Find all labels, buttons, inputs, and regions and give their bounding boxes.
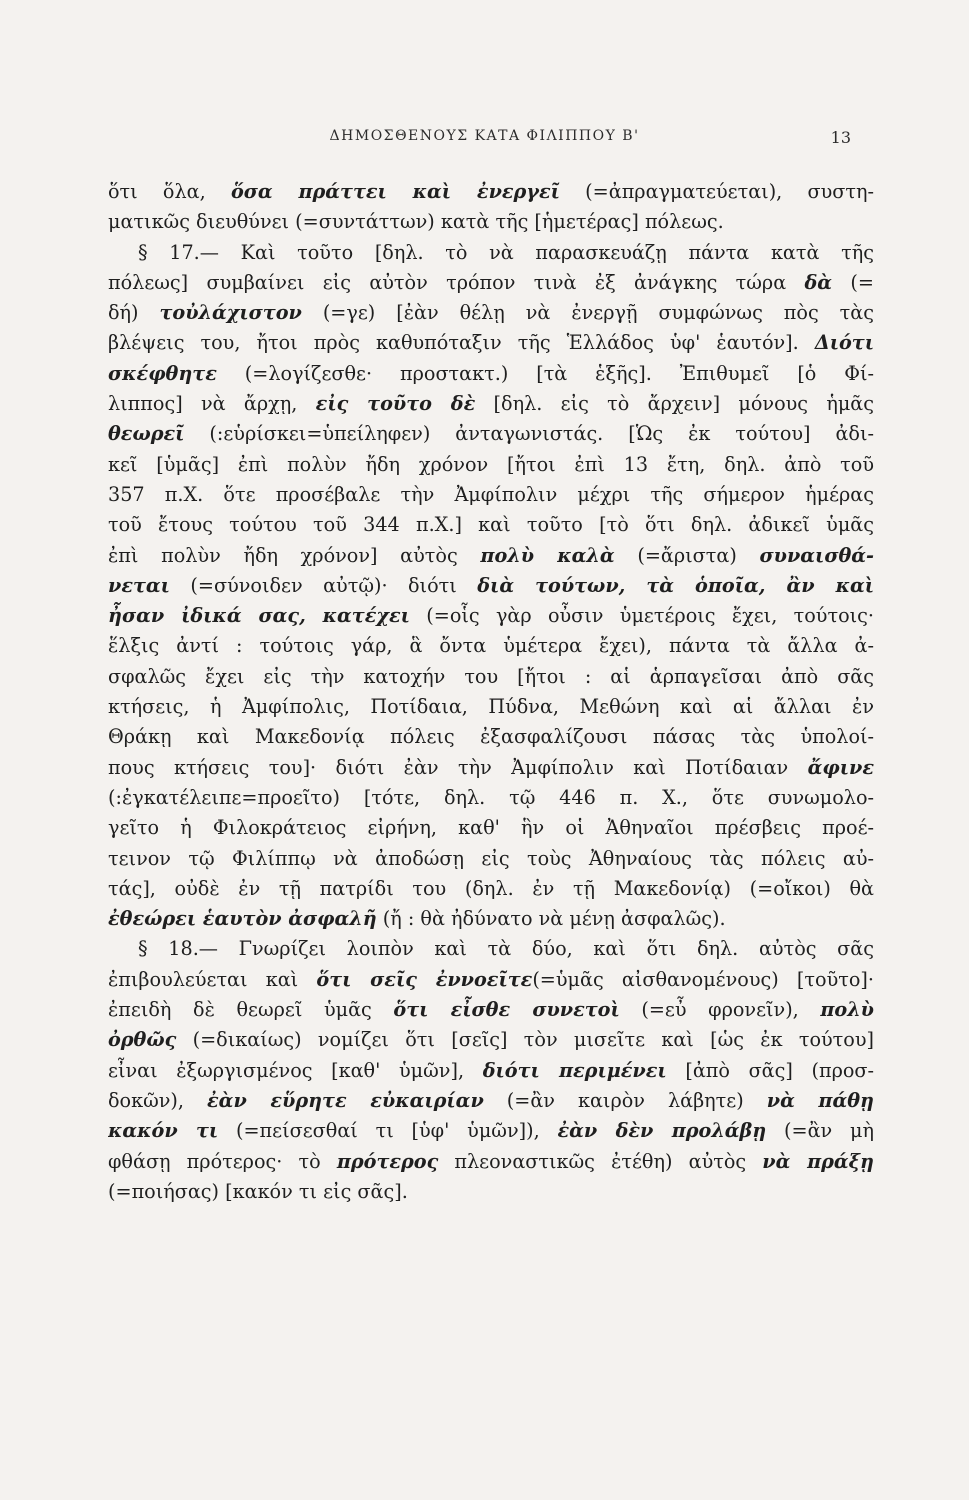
emphasized-phrase: νεται <box>108 573 170 597</box>
text-segment: (=ὑμᾶς αἰσθανομένους) [τοῦτο]· <box>532 967 874 991</box>
text-segment: (ἤ : θὰ ἠδύνατο νὰ μένῃ ἀσφαλῶς). <box>376 907 726 931</box>
text-segment: ματικῶς διευθύνει (=συντάττων) κατὰ τῆς [ἡμετέρας] πόλεως. <box>108 210 724 234</box>
text-segment: (=λογίζεσθε· προστακτ.) [τὰ ἑξῆς]. Ἐπιθυμεῖ [ὁ Φί- <box>216 361 874 385</box>
text-segment: (=γε) [ἐὰν θέλῃ νὰ ἐνεργῇ συμφώνως πὸς τὰς <box>301 301 874 325</box>
text-segment: ἕλξις ἀντί : τούτοις γάρ, ἃ ὄντα ὑμέτερα ἔχει), πάντα τὰ ἄλλα ἀ- <box>108 634 874 658</box>
emphasized-phrase: ὅτι σεῖς ἐννοεῖτε <box>316 967 533 991</box>
text-segment: δοκῶν), <box>108 1088 208 1112</box>
emphasized-phrase: πρότερος <box>336 1149 439 1173</box>
text-segment: δή) <box>108 301 160 325</box>
text-segment: (=ἄριστα) <box>614 543 760 567</box>
text-line <box>108 965 874 995</box>
text-line <box>108 1116 874 1146</box>
text-segment: εἶναι ἐξωργισμένος [καθ' ὑμῶν], <box>108 1058 483 1082</box>
text-segment: (= <box>832 270 874 294</box>
text-line <box>108 692 874 722</box>
text-segment: τοῦ ἔτους τούτου τοῦ 344 π.Χ.] καὶ τοῦτο [τὸ ὅτι δηλ. ἀδικεῖ ὑμᾶς <box>108 513 874 537</box>
text-segment: ἐπειδὴ δὲ θεωρεῖ ὑμᾶς <box>108 998 394 1022</box>
text-segment: 357 π.Χ. ὅτε προσέβαλε τὴν Ἀμφίπολιν μέχρι τῆς σήμερον ἡμέρας <box>108 482 874 506</box>
text-segment: (=ποιήσας) [κακόν τι εἰς σᾶς]. <box>108 1179 408 1203</box>
page-number: 13 <box>830 128 851 147</box>
running-header <box>0 128 969 152</box>
emphasized-phrase: διὰ τούτων, τὰ ὁποῖα, ἂν καὶ <box>477 573 874 597</box>
text-segment: πλεοναστικῶς ἐτέθη) αὐτὸς <box>438 1149 763 1173</box>
text-line <box>108 874 874 904</box>
emphasized-phrase: τοὐλάχιστον <box>159 301 302 325</box>
text-segment: § 18.— Γνωρίζει λοιπὸν καὶ τὰ δύο, καὶ ὅτι δηλ. αὐτὸς σᾶς <box>138 937 874 961</box>
text-line <box>108 753 874 783</box>
text-segment: (:ἐγκατέλειπε=προεῖτο) [τότε, δηλ. τῷ 446 π. Χ., ὅτε συνωμολο- <box>108 785 874 809</box>
text-segment: (=πείσεσθαί τι [ὑφ' ὑμῶν]), <box>218 1119 558 1143</box>
text-line <box>108 541 874 571</box>
text-line <box>108 1086 874 1116</box>
text-line <box>108 631 874 661</box>
text-line <box>108 480 874 510</box>
text-line <box>108 934 874 964</box>
text-segment: κτήσεις, ἡ Ἀμφίπολις, Ποτίδαια, Πύδνα, Μεθώνη καὶ αἱ ἄλλαι ἐν <box>108 695 874 719</box>
emphasized-phrase: ἐὰν δὲν προλάβῃ <box>557 1119 767 1143</box>
text-line <box>108 389 874 419</box>
text-segment: τεινον τῷ Φιλίππῳ νὰ ἀποδώσῃ εἰς τοὺς Ἀθηναίους τὰς πόλεις αὐ- <box>108 846 874 870</box>
emphasized-phrase: διότι περιμένει <box>482 1058 667 1082</box>
emphasized-phrase: ἦσαν ἰδικά σας, κατέχει <box>108 604 410 628</box>
text-line <box>108 722 874 752</box>
text-segment: (=εὖ φρονεῖν), <box>619 998 821 1022</box>
text-segment: ἐπὶ πολὺν ἤδη χρόνον] αὐτὸς <box>108 543 481 567</box>
text-line <box>108 1025 874 1055</box>
text-segment: φθάσῃ πρότερος· τὸ <box>108 1149 337 1173</box>
text-line <box>108 1056 874 1086</box>
emphasized-phrase: νὰ πάθῃ <box>766 1088 874 1112</box>
text-segment: § 17.— Καὶ τοῦτο [δηλ. τὸ νὰ παρασκευάζῃ πάντα κατὰ τῆς <box>138 240 874 264</box>
text-line <box>108 783 874 813</box>
text-line <box>108 328 874 358</box>
emphasized-phrase: ὅτι εἶσθε συνετοὶ <box>393 998 620 1022</box>
emphasized-phrase: πολὺ <box>820 998 874 1022</box>
emphasized-phrase: εἰς τοῦτο δὲ <box>315 392 476 416</box>
text-segment: τάς], οὐδὲ ἐν τῇ πατρίδι του (δηλ. ἐν τῇ Μακεδονίᾳ) (=οἴκοι) θὰ <box>108 876 874 900</box>
emphasized-phrase: ὀρθῶς <box>108 1028 177 1052</box>
text-segment: πόλεως] συμβαίνει εἰς αὐτὸν τρόπον τινὰ ἐξ ἀνάγκης τώρα <box>108 270 805 294</box>
text-line <box>108 268 874 298</box>
emphasized-phrase: ἐὰν εὕρητε εὐκαιρίαν <box>207 1088 484 1112</box>
text-segment: ὅτι ὅλα, <box>108 180 231 203</box>
text-segment: [δηλ. εἰς τὸ ἄρχειν] μόνους ἡμᾶς <box>475 392 874 416</box>
text-line <box>108 207 874 237</box>
text-line <box>108 662 874 692</box>
text-segment: [ἀπὸ σᾶς] (προσ- <box>666 1058 874 1082</box>
emphasized-phrase: ἄφινε <box>807 755 874 779</box>
emphasized-phrase: πολὺ καλὰ <box>480 543 615 567</box>
text-line <box>108 571 874 601</box>
text-segment: (=σύνοιδεν αὐτῷ)· διότι <box>169 573 478 597</box>
running-title: ΔΗΜΟΣΘΕΝΟΥΣ ΚΑΤΑ ΦΙΛΙΠΠΟΥ Β' <box>329 128 640 144</box>
text-line <box>108 1147 874 1177</box>
text-line <box>108 1177 874 1207</box>
emphasized-phrase: Διότι <box>814 331 874 355</box>
text-line <box>108 177 874 207</box>
text-segment: (=ἂν μὴ <box>766 1119 874 1143</box>
text-line <box>108 904 874 934</box>
text-segment: γεῖτο ἡ Φιλοκράτειος εἰρήνη, καθ' ἣν οἱ Ἀθηναῖοι πρέσβεις προέ- <box>108 816 874 840</box>
text-line <box>108 995 874 1025</box>
text-segment: ἐπιβουλεύεται καὶ <box>108 967 317 991</box>
emphasized-phrase: συναισθά- <box>759 543 874 567</box>
text-segment: κεῖ [ὑμᾶς] ἐπὶ πολὺν ἤδη χρόνον [ἤτοι ἐπὶ 13 ἔτη, δηλ. ἀπὸ τοῦ <box>108 452 874 476</box>
text-line <box>108 510 874 540</box>
emphasized-phrase: κακόν τι <box>108 1119 219 1143</box>
text-segment: (=οἷς γὰρ οὖσιν ὑμετέροις ἔχει, τούτοις· <box>409 604 874 628</box>
text-line <box>108 298 874 328</box>
emphasized-phrase: σκέφθητε <box>108 361 217 385</box>
commentary-text <box>108 177 874 1207</box>
text-segment: (=δικαίως) νομίζει ὅτι [σεῖς] τὸν μισεῖτε καὶ [ὡς ἐκ τούτου] <box>176 1028 874 1052</box>
text-segment: Θράκῃ καὶ Μακεδονίᾳ πόλεις ἐξασφαλίζουσι πάσας τὰς ὑπολοί- <box>108 725 874 749</box>
emphasized-phrase: νὰ πράξῃ <box>762 1149 874 1173</box>
text-line <box>108 844 874 874</box>
text-line <box>108 359 874 389</box>
emphasized-phrase: δὰ <box>804 270 833 294</box>
emphasized-phrase: θεωρεῖ <box>108 422 185 446</box>
text-line <box>108 450 874 480</box>
text-segment: πους κτήσεις του]· διότι ἐὰν τὴν Ἀμφίπολιν καὶ Ποτίδαιαν <box>108 755 808 779</box>
text-segment: σφαλῶς ἔχει εἰς τὴν κατοχήν του [ἤτοι : αἱ ἁρπαγεῖσαι ἀπὸ σᾶς <box>108 664 874 688</box>
text-segment: (:εὑρίσκει=ὑπείληφεν) ἀνταγωνιστάς. [Ὡς ἐκ τούτου] ἀδι- <box>184 422 874 446</box>
emphasized-phrase: ὅσα πράττει καὶ ἐνεργεῖ <box>230 180 560 203</box>
text-line <box>108 601 874 631</box>
text-segment: λιππος] νὰ ἄρχῃ, <box>108 392 316 416</box>
text-line <box>108 813 874 843</box>
text-segment: βλέψεις του, ἤτοι πρὸς καθυπόταξιν τῆς Ἑλλάδος ὑφ' ἑαυτόν]. <box>108 331 815 355</box>
text-line <box>108 419 874 449</box>
text-line <box>108 238 874 268</box>
text-segment: (=ἀπραγματεύεται), συστη- <box>559 180 874 203</box>
text-segment: (=ἂν καιρὸν λάβητε) <box>483 1088 767 1112</box>
emphasized-phrase: ἐθεώρει ἑαυτὸν ἀσφαλῆ <box>108 907 377 931</box>
